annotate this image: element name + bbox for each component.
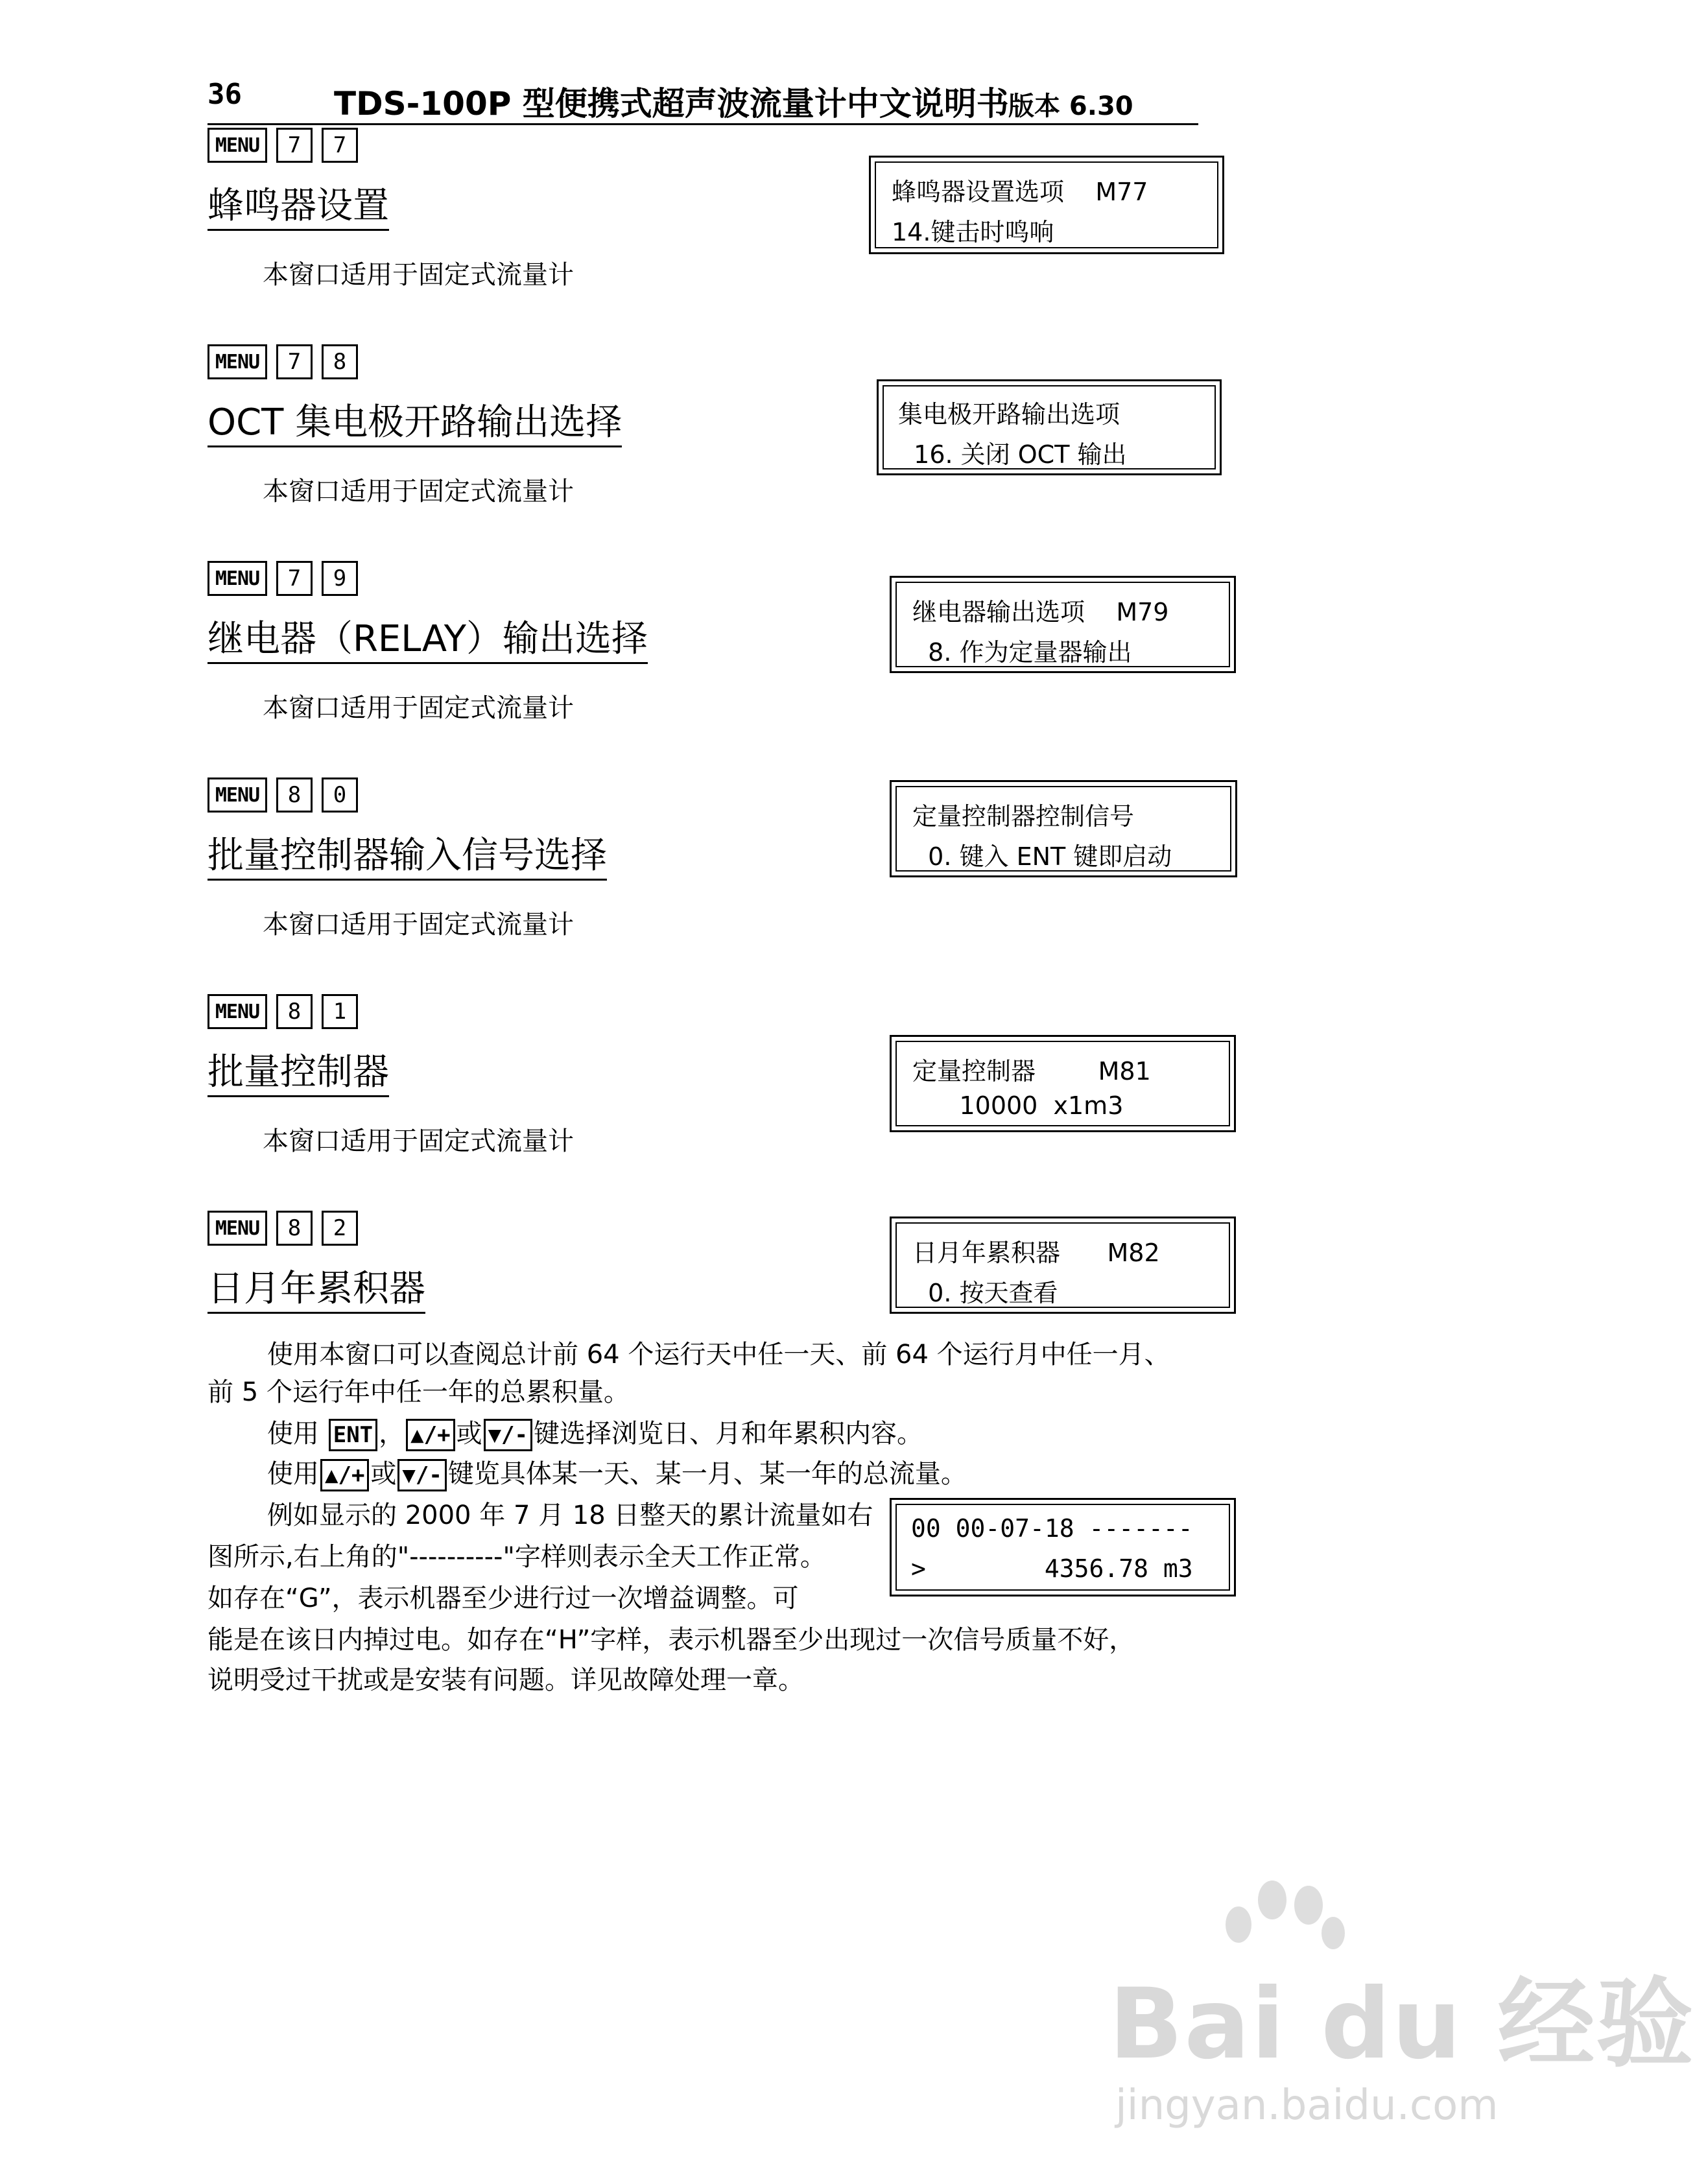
page-number: 36 <box>207 78 242 111</box>
lcd-line-2: 10000 x1m3 <box>912 1091 1124 1120</box>
digit-key: 0 <box>322 777 358 813</box>
paragraph-line: 图所示,右上角的"----------"字样则表示全天工作正常。 <box>207 1542 826 1572</box>
paragraph-line: 例如显示的 2000 年 7 月 18 日整天的累计流量如右 <box>267 1501 873 1530</box>
text-span: 或 <box>456 1419 482 1449</box>
digit-key: 8 <box>276 1211 313 1246</box>
digit-key: 7 <box>276 344 313 379</box>
section-title: 继电器（RELAY）输出选择 <box>207 618 648 664</box>
menu-key-sequence <box>207 560 358 597</box>
lcd-display <box>890 780 1237 877</box>
example-lcd-display <box>890 1498 1236 1596</box>
lcd-display <box>890 1035 1236 1132</box>
menu-key: MENU <box>207 128 267 163</box>
text-span: 键览具体某一天、某一月、某一年的总流量。 <box>447 1459 967 1489</box>
paragraph-line: 前 5 个运行年中任一年的总累积量。 <box>207 1377 630 1407</box>
section-note: 本窗口适用于固定式流量计 <box>263 693 574 723</box>
up-plus-key: ▲/+ <box>406 1419 455 1451</box>
paragraph-line: 说明受过干扰或是安装有问题。详见故障处理一章。 <box>207 1665 804 1695</box>
section-title: 蜂鸣器设置 <box>207 185 389 231</box>
down-minus-key: ▼/- <box>484 1419 532 1451</box>
lcd-line-2: > 4356.78 m3 <box>911 1554 1193 1583</box>
text-span: 使用 <box>267 1459 319 1489</box>
menu-key-sequence <box>207 127 358 163</box>
section-title: OCT 集电极开路输出选择 <box>207 401 622 447</box>
digit-key: 7 <box>276 561 313 596</box>
menu-key: MENU <box>207 344 267 379</box>
lcd-line-2: 16. 关闭 OCT 输出 <box>898 440 1127 469</box>
menu-key: MENU <box>207 1211 267 1246</box>
lcd-display <box>890 1217 1236 1314</box>
paragraph-line: 能是在该日内掉过电。如存在“H”字样，表示机器至少出现过一次信号质量不好， <box>207 1625 1135 1655</box>
lcd-line-2: 0. 按天查看 <box>912 1279 1058 1307</box>
menu-key: MENU <box>207 561 267 596</box>
watermark-url: jingyan.baidu.com <box>1115 2082 1499 2130</box>
menu-key-sequence <box>207 1210 358 1246</box>
paragraph-line: 使用本窗口可以查阅总计前 64 个运行天中任一天、前 64 个运行月中任一月、 <box>267 1340 1170 1370</box>
digit-key: 1 <box>322 994 358 1029</box>
lcd-line-2: 14.键击时鸣响 <box>892 218 1054 246</box>
down-minus-key: ▼/- <box>397 1459 446 1491</box>
menu-key-sequence <box>207 777 358 813</box>
lcd-display <box>877 379 1222 475</box>
menu-key-sequence <box>207 993 358 1030</box>
ent-key: ENT <box>329 1419 377 1451</box>
paragraph-line: 如存在“G”，表示机器至少进行过一次增益调整。可 <box>207 1584 799 1613</box>
lcd-line-1: 蜂鸣器设置选项 M77 <box>892 178 1148 206</box>
document-title: TDS-100P 型便携式超声波流量计中文说明书 <box>334 85 1009 123</box>
menu-key: MENU <box>207 994 267 1029</box>
header-divider <box>207 123 1198 125</box>
lcd-display <box>869 156 1224 254</box>
lcd-line-1: 定量控制器控制信号 <box>912 802 1135 831</box>
text-span: ， <box>379 1419 405 1449</box>
lcd-line-1: 00 00-07-18 ------- <box>911 1514 1193 1543</box>
digit-key: 8 <box>322 344 358 379</box>
digit-key: 7 <box>276 128 313 163</box>
digit-key: 9 <box>322 561 358 596</box>
paragraph-line <box>267 1415 923 1453</box>
lcd-line-1: 日月年累积器 M82 <box>912 1239 1160 1267</box>
lcd-display <box>890 576 1236 673</box>
up-plus-key: ▲/+ <box>320 1459 369 1491</box>
menu-key-sequence <box>207 344 358 380</box>
section-note: 本窗口适用于固定式流量计 <box>263 1126 574 1156</box>
lcd-line-1: 集电极开路输出选项 <box>898 400 1120 429</box>
document-version: 版本 6.30 <box>1008 91 1133 121</box>
text-span: 或 <box>370 1459 397 1489</box>
lcd-line-2: 0. 键入 ENT 键即启动 <box>912 842 1172 871</box>
digit-key: 8 <box>276 994 313 1029</box>
section-title: 批量控制器 <box>207 1051 389 1097</box>
menu-key: MENU <box>207 777 267 813</box>
watermark-logo: Bai du 经验 <box>1109 1968 1695 2081</box>
paragraph-line <box>267 1455 967 1493</box>
section-note: 本窗口适用于固定式流量计 <box>263 477 574 506</box>
section-title: 日月年累积器 <box>207 1268 425 1314</box>
section-note: 本窗口适用于固定式流量计 <box>263 910 574 940</box>
text-span: 使用 <box>267 1419 319 1449</box>
lcd-line-1: 继电器输出选项 M79 <box>912 598 1169 626</box>
section-note: 本窗口适用于固定式流量计 <box>263 260 574 290</box>
lcd-line-2: 8. 作为定量器输出 <box>912 638 1132 667</box>
digit-key: 7 <box>322 128 358 163</box>
lcd-line-1: 定量控制器 M81 <box>912 1057 1151 1086</box>
section-title: 批量控制器输入信号选择 <box>207 835 607 881</box>
digit-key: 2 <box>322 1211 358 1246</box>
digit-key: 8 <box>276 777 313 813</box>
text-span: 键选择浏览日、月和年累积内容。 <box>533 1419 923 1449</box>
